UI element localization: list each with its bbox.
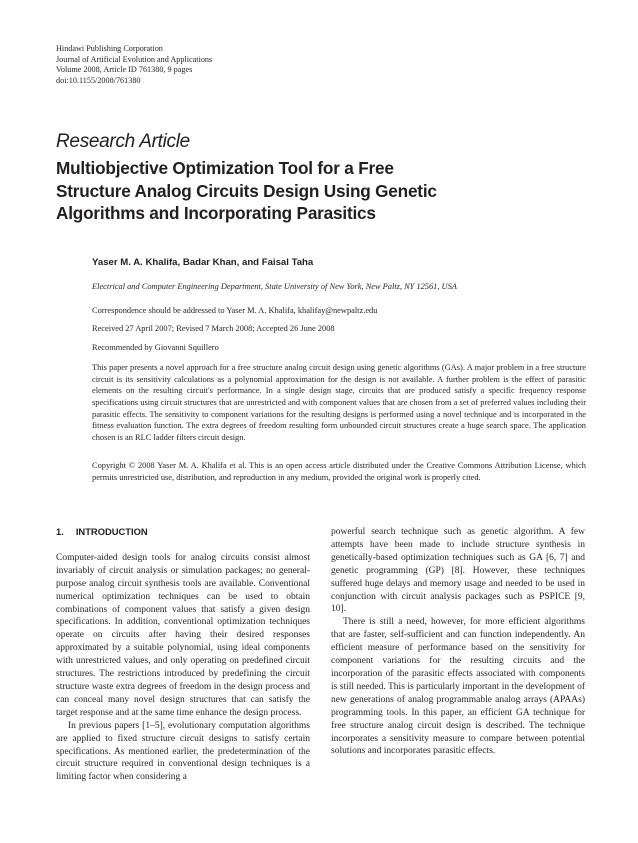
- paper-title: [56, 157, 536, 225]
- journal-header: [56, 44, 212, 86]
- volume-info: Volume 2008, Article ID 761380, 9 pages: [56, 65, 193, 75]
- journal-name: Journal of Artificial Evolution and Applications: [56, 54, 213, 64]
- title-line: Structure Analog Circuits Design Using Genetic: [56, 180, 437, 201]
- section-heading: [56, 526, 310, 539]
- section-title: INTRODUCTION: [75, 526, 148, 537]
- paragraph: There is still a need, however, for more efficient algorithms that are faster, self-sufficient and can function independently. An efficient measure of performance based on the sensitivity for component variations for the resulting circuits and the incorporation of the parasitic effects associated with components is still needed. This is particularly important in the development of new generations of analog programmable analog arrays (APAAs) programming tools. In this paper, an efficient GA technique for free structure analog circuit design is described. The technique incorporates a sensitivity measure to compare between potential solutions and incorporates parasitic effects.: [331, 617, 585, 757]
- paragraph: powerful search technique such as genetic algorithm. A few attempts have been made to include structure synthesis in genetically-based optimization techniques such as GA [6, 7] and genetic programming (GP) [8]. However, these techniques suffered huge delays and memory usage and needed to be used in conjunction with circuit analysis packages such as PSPICE [9, 10].: [331, 527, 585, 615]
- article-type: Research Article: [56, 131, 190, 152]
- right-column: [331, 526, 585, 758]
- title-line: Algorithms and Incorporating Parasitics: [56, 203, 376, 223]
- recommended-by: Recommended by Giovanni Squillero: [92, 343, 219, 352]
- section-number: 1.: [56, 526, 64, 537]
- affiliation: Electrical and Computer Engineering Department, State University of New York, New Paltz, NY 12561, USA: [92, 282, 457, 291]
- authors: Yaser M. A. Khalifa, Badar Khan, and Faisal Taha: [92, 257, 314, 268]
- title-line: Multiobjective Optimization Tool for a Free: [56, 158, 394, 178]
- doi: doi:10.1155/2008/761380: [56, 75, 141, 85]
- left-column: [56, 526, 310, 784]
- submission-dates: Received 27 April 2007; Revised 7 March 2008; Accepted 26 June 2008: [92, 324, 335, 333]
- copyright-notice: Copyright © 2008 Yaser M. A. Khalifa et al. This is an open access article distributed under the Creative Commons Attribution License, which permits unrestricted use, distribution, and reproduction in any medium, provided the original work is properly cited.: [92, 461, 586, 482]
- correspondence: Correspondence should be addressed to Yaser M. A. Khalifa, khalifay@newpaltz.edu: [92, 306, 378, 315]
- abstract: This paper presents a novel approach for a free structure analog circuit design using genetic algorithms (GAs). A major problem in a free structure circuit is its sensitivity calculations as a polynomial approximation for the design is not available. A further problem is the effect of parasitic elements on the resulting circuit's performance. In a single design stage, circuits that are produced satisfy a specific frequency response specifications using circuit structures that are unrestricted and with component values that are chosen from a set of preferred values including their parasitic effects. The sensitivity to component variations for the resulting designs is performed using a novel technique and is incorporated in the fitness evaluation function. The extra degrees of freedom resulting form unbounded circuit structures create a huge search space. The application chosen is an RLC ladder filters circuit design.: [92, 363, 586, 442]
- publisher: Hindawi Publishing Corporation: [56, 44, 163, 53]
- paragraph: Computer-aided design tools for analog circuits consist almost invariably of circuit analysis or simulation packages; no general-purpose analog circuit synthesis tools are available. Conventional numerical optimization techniques can be used to obtain combinations of component values that satisfy a given design specifications. In addition, conventional optimization techniques operate on circuits after having their desired responses approximated by a suitable polynomial, using ideal components with unrestricted values, and only operating on predefined circuit structures. The restrictions introduced by predefining the circuit structure waste extra degrees of freedom in the design process and can conceal many novel design structures that can satisfy the target response and at the same time enhance the design process.: [56, 552, 310, 718]
- paragraph: In previous papers [1–5], evolutionary computation algorithms are applied to fixed structure circuit designs to satisfy certain specifications. As mentioned earlier, the predetermination of the circuit structure required in conventional design techniques is a limiting factor when considering a: [56, 720, 310, 783]
